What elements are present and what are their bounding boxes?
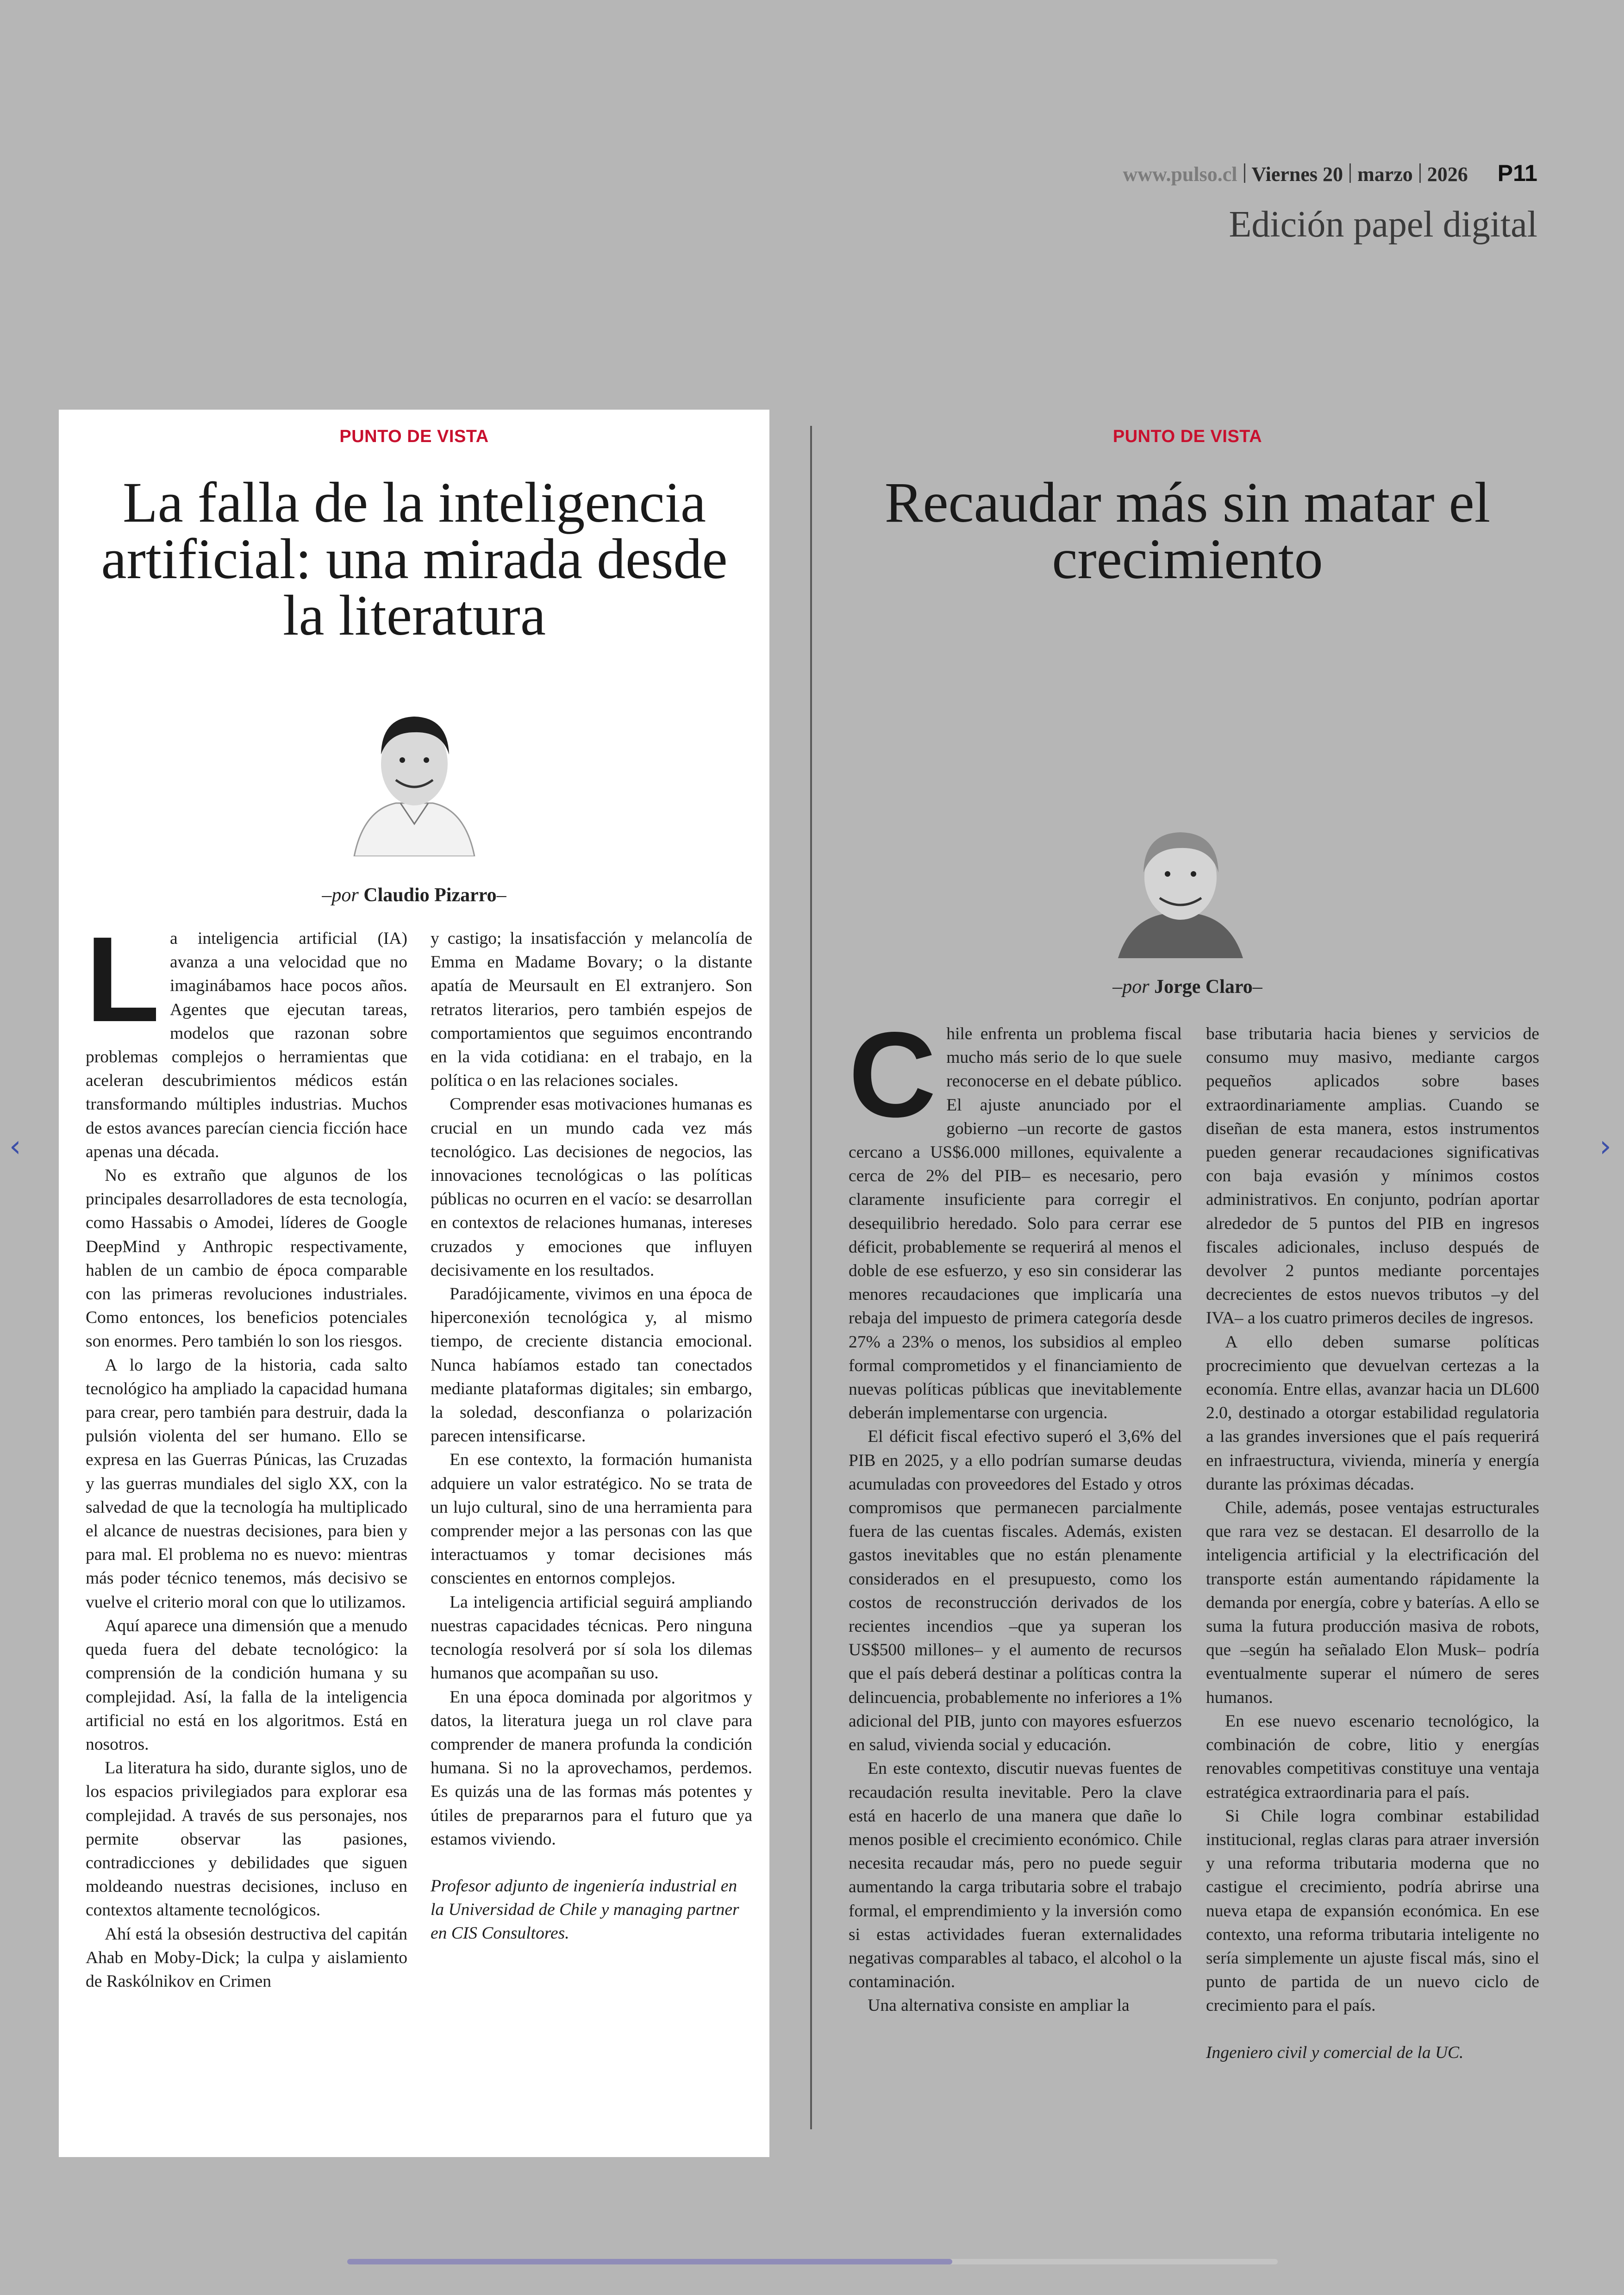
left-kicker: PUNTO DE VISTA — [339, 427, 489, 446]
author-name: Claudio Pizarro — [363, 885, 497, 906]
paragraph: hile enfrenta un problema fiscal mucho más serio de lo que suele reconocerse en el debate público. El ajuste anunciado por el gobierno –un recorte de gastos cercano a US$6.000 millones, equivalente a cerca de 2% del PIB– es necesario, pero claramente insuficiente para corregir el desequilibrio heredado. Solo para cerrar ese déficit, probablemente se requerirá al menos el doble de ese esfuerzo, y eso sin considerar las menores recaudaciones que implicaría una rebaja del impuesto de primera categoría desde 27% a 23% o menos, los subsidios al empleo formal comprometidos y el financiamiento de nuevas políticas públicas que inevitablemente deberán implementarse con urgencia. — [849, 1024, 1182, 1423]
paragraph: El déficit fiscal efectivo superó el 3,6% del PIB en 2025, y a ello podrían sumarse deudas acumuladas con proveedores del Estado y otros compromisos que permanecen parcialmente fuera de las cuentas fiscales. Además, existen gastos inevitables que no están plenamente considerados en el presupuesto, como los costos de reconstrucción derivados de los recientes incendios –que ya superan los US$500 millones– y el aumento de recursos que el país deberá destinar a políticas contra la delincuencia, probablemente no inferiores a 1% adicional del PIB, junto con mayores esfuerzos en salud, vivienda social y educación. — [849, 1427, 1182, 1755]
paragraph: Chile, además, posee ventajas estructurales que rara vez se destacan. El desarrollo de la inteligencia artificial y la electrificación del transporte están aumentando rápidamente la demanda por energía, cobre y baterías. A ello se suma la futura producción masiva de robots, que –según ha señalado Elon Musk– podría eventualmente superar el número de seres humanos. — [1206, 1498, 1539, 1707]
paragraph: Una alternativa consiste en ampliar la — [868, 1996, 1130, 2015]
edition-label: Edición papel digital — [1229, 204, 1537, 245]
paragraph: La inteligencia artificial seguirá ampliando nuestras capacidades técnicas. Pero ninguna tecnología resolverá por sí sola los dilemas humanos que acompañan su uso. — [431, 1592, 752, 1683]
author-portrait-jorge-claro — [1111, 819, 1250, 958]
right-kicker: PUNTO DE VISTA — [1112, 427, 1262, 446]
author-name: Jorge Claro — [1154, 976, 1253, 998]
site-url: www.pulso.cl — [1123, 163, 1237, 186]
paragraph: A ello deben sumarse políticas procrecimiento que devuelvan certezas a la economía. Entre ellas, avanzar hacia un DL600 2.0, destinado a otorgar estabilidad regulatoria a las grandes inversiones que el país requerirá en infraestructura, vivienda, minería y energía durante las próximas décadas. — [1206, 1332, 1539, 1494]
byline-suffix: – — [1252, 976, 1262, 998]
masthead — [1123, 160, 1537, 187]
separator — [1419, 163, 1421, 183]
right-byline — [829, 976, 1546, 998]
issue-month: marzo — [1357, 163, 1413, 186]
left-article-column-1 — [86, 911, 407, 1993]
chevron-left-icon[interactable]: ‹ — [9, 1129, 21, 1164]
dropcap: C — [849, 1007, 937, 1142]
left-article-column-2 — [431, 927, 752, 1946]
page-progress-fill — [347, 2259, 952, 2264]
paragraph: No es extraño que algunos de los principales desarrolladores de esta tecnología, como Hassabis o Amodei, líderes de Google DeepMind y Anthropic respectivamente, hablen de un cambio de época comparable con las primeras revoluciones industriales. Como entonces, los beneficios potenciales son enormes. Pero también lo son los riesgos. — [86, 1166, 407, 1351]
author-portrait-claudio-pizarro — [345, 699, 484, 856]
left-byline — [59, 884, 769, 906]
right-article-column-2 — [1206, 1022, 1539, 2064]
paragraph: Paradójicamente, vivimos en una época de hiperconexión tecnológica y, al mismo tiempo, de creciente distancia emocional. Nunca habíamos estado tan conectados mediante plataformas digitales; sin embargo, la soledad, desconfianza o polarización parecen intensificarse. — [431, 1285, 752, 1446]
paragraph: base tributaria hacia bienes y servicios de consumo muy masivo, mediante cargos pequeños aplicados sobre bases extraordinariamente amplias. Cuando se diseñan de esta manera, estos instrumentos pueden generar recaudaciones significativas con baja evasión y mínimos costos administrativos. En conjunto, podrían aportar alrededor de 5 puntos del PIB en ingresos fiscales adicionales, incluso después de devolver 2 puntos mediante porcentajes decrecientes de estos nuevos tributos –y del IVA– a los cuatro primeros deciles de ingresos. — [1206, 1024, 1539, 1328]
paragraph: En ese contexto, la formación humanista adquiere un valor estratégico. No se trata de un lujo cultural, sino de una herramienta para comprender mejor a las personas con las que interactuamos y tomar decisiones más conscientes en entornos complejos. — [431, 1450, 752, 1588]
paragraph: En este contexto, discutir nuevas fuentes de recaudación resulta inevitable. Pero la clave está en hacerlo de una manera que dañe lo menos posible el crecimiento económico. Chile necesita recaudar más, pero no puede seguir aumentando la carga tributaria sobre el trabajo formal, el emprendimiento y la inversión como si estas actividades fueran externalidades negativas comparables al tabaco, el alcohol o la contaminación. — [849, 1759, 1182, 1992]
paragraph: En una época dominada por algoritmos y datos, la literatura juega un rol clave para comprender de manera profunda la condición humana. Si no la aprovechamos, perdemos. Es quizás una de las formas más potentes y útiles de prepararnos para el futuro que ya estamos viviendo. — [431, 1687, 752, 1849]
paragraph: Ahí está la obsesión destructiva del capitán Ahab en Moby-Dick; la culpa y aislamiento de Raskólnikov en Crimen — [86, 1924, 407, 1991]
page-progress-bar[interactable] — [347, 2259, 1278, 2264]
issue-year: 2026 — [1427, 163, 1468, 186]
paragraph: a inteligencia artificial (IA) avanza a una velocidad que no imaginábamos hace pocos años. Agentes que ejecutan tareas, modelos que razonan sobre problemas complejos o herramientas que aceleran descubrimientos médicos están transformando múltiples industrias. Muchos de estos avances parecían ciencia ficción hace apenas una década. — [86, 929, 407, 1161]
byline-prefix: –por — [322, 885, 364, 906]
paragraph: A lo largo de la historia, cada salto tecnológico ha ampliado la capacidad humana para crear, pero también para destruir, dada la pulsión violenta del ser humano. Ello se expresa en las Guerras Púnicas, las Cruzadas y las guerras mundiales del siglo XX, con la salvedad de que la tecnología ha multiplicado el alcance de nuestras decisiones, para bien y para mal. El problema no es nuevo: mientras más poder técnico tenemos, más decisivo se vuelve el criterio moral con que lo utilizamos. — [86, 1355, 407, 1612]
page-number: P11 — [1497, 160, 1537, 186]
paragraph: Si Chile logra combinar estabilidad institucional, reglas claras para atraer inversión y una reforma tributaria moderna que no castigue el crecimiento, podría abrirse una nueva etapa de expansión económica. En ese contexto, una reforma tributaria inteligente no sería simplemente un ajuste fiscal más, sino el punto de partida de un nuevo ciclo de crecimiento para el país. — [1206, 1806, 1539, 2015]
dropcap: L — [86, 911, 160, 1047]
paragraph: y castigo; la insatisfacción y melancolía de Emma en Madame Bovary; o la distante apatía de Meursault en El extranjero. Son retratos literarios, pero también espejos de comportamientos que seguimos encontrando en la vida cotidiana: en el trabajo, en la política o en las relaciones sociales. — [431, 929, 752, 1091]
column-divider — [810, 426, 812, 2129]
left-headline: La falla de la inteligencia artificial: una mirada desde la literatura — [101, 471, 728, 647]
paragraph: En ese nuevo escenario tecnológico, la combinación de cobre, litio y energías renovables competitivas constituye una ventaja estratégica extraordinaria para el país. — [1206, 1711, 1539, 1802]
author-bio: Profesor adjunto de ingeniería industrial en la Universidad de Chile y managing partner en CIS Consultores. — [431, 1876, 739, 1943]
issue-day: Viernes 20 — [1251, 163, 1343, 186]
paragraph: La literatura ha sido, durante siglos, uno de los espacios privilegiados para explorar esa complejidad. A través de sus personajes, nos permite observar las pasiones, contradicciones y debilidades que siguen moldeando nuestras decisiones, incluso en contextos altamente tecnológicos. — [86, 1759, 407, 1920]
byline-suffix: – — [496, 885, 506, 906]
chevron-right-icon[interactable]: › — [1599, 1129, 1612, 1164]
author-bio: Ingeniero civil y comercial de la UC. — [1206, 2043, 1464, 2062]
right-article-column-1 — [849, 1007, 1182, 2018]
right-headline: Recaudar más sin matar el crecimiento — [884, 471, 1491, 591]
separator — [1244, 163, 1245, 183]
paragraph: Comprender esas motivaciones humanas es crucial en un mundo cada vez más tecnológico. Las decisiones de negocios, las innovaciones tecnológicas o las políticas públicas no ocurren en el vacío: se desarrollan en contextos de relaciones humanas, intereses cruzados y emociones que influyen decisivamente en los resultados. — [431, 1095, 752, 1280]
paragraph: Aquí aparece una dimensión que a menudo queda fuera del debate tecnológico: la comprensión de la condición humana y su complejidad. Así, la falla de la inteligencia artificial no está en los algoritmos. Está en nosotros. — [86, 1616, 407, 1754]
separator — [1349, 163, 1351, 183]
byline-prefix: –por — [1112, 976, 1155, 998]
